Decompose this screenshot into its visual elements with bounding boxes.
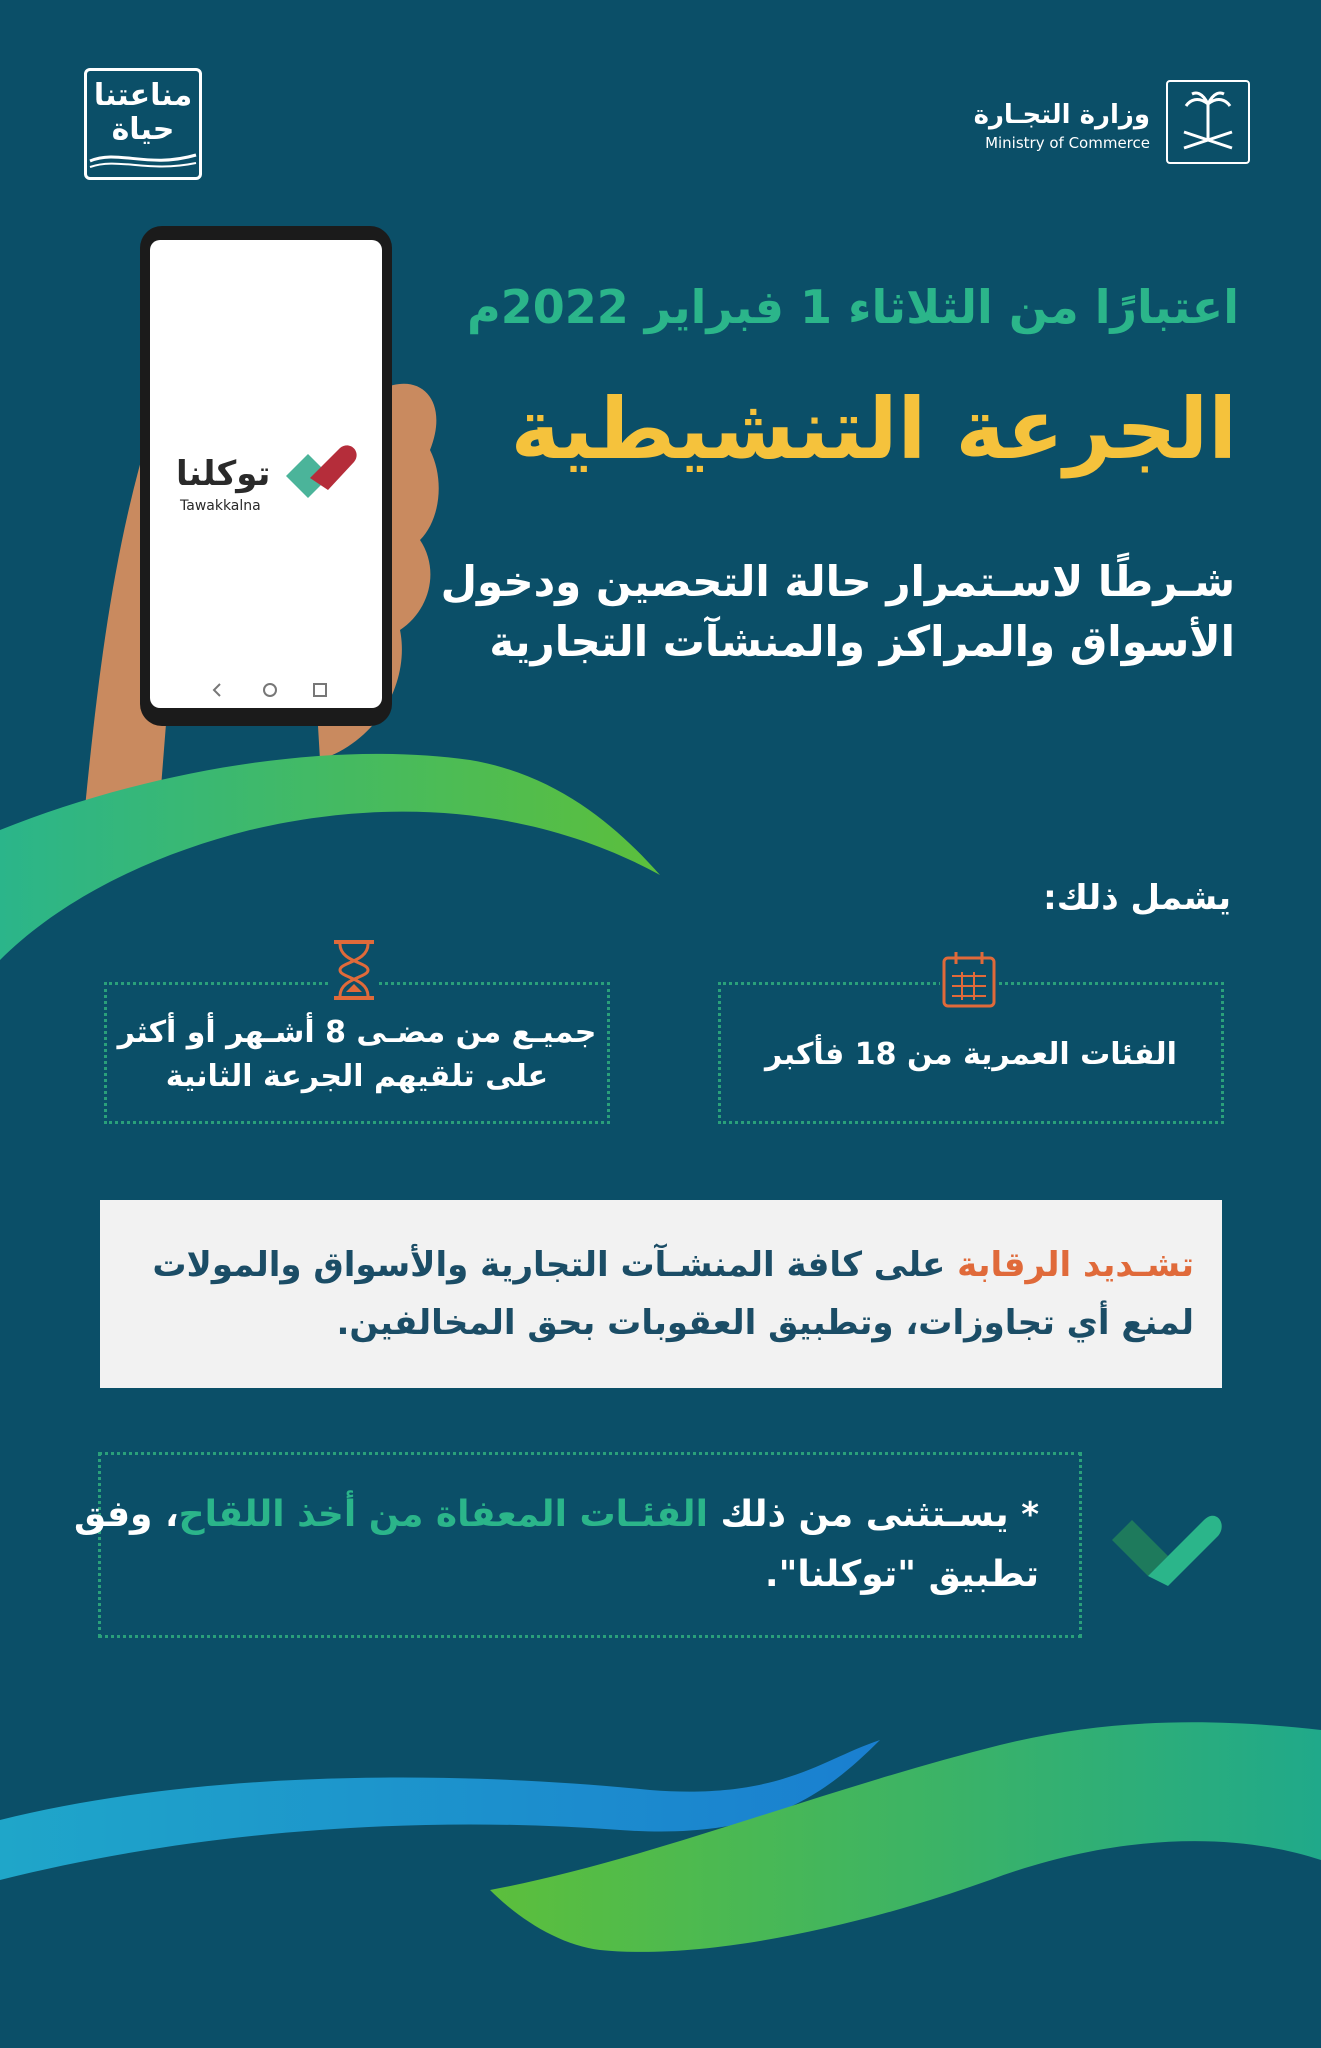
date-line: اعتبارًا من الثلاثاء 1 فبراير 2022م [467, 280, 1239, 334]
age-group-text: الفئات العمرية من 18 فأكبر [765, 1037, 1177, 1072]
hourglass-icon [330, 938, 378, 1002]
months-line1: جميـع من مضـى 8 أشـهر أو أكثر [117, 1015, 597, 1050]
asterisk: * [1021, 1495, 1039, 1535]
exemption-text [74, 1485, 1039, 1605]
wave-icon [88, 147, 198, 169]
condition-line1: شـرطًا لاسـتمرار حالة التحصين ودخول [440, 557, 1235, 606]
tawakkalna-logo-icon [280, 436, 360, 516]
phone-mockup [140, 226, 392, 726]
condition-text [441, 552, 1235, 672]
app-name-ar: توكلنا [176, 454, 271, 494]
palm-emblem-icon [1166, 80, 1250, 164]
notice-highlight: تشـديد الرقابة [957, 1245, 1194, 1285]
main-title: الجرعة التنشيطية [510, 380, 1237, 478]
ministry-name-en: Ministry of Commerce [985, 134, 1150, 152]
condition-line2: الأسواق والمراكز والمنشآت التجارية [489, 617, 1235, 666]
wave-green [490, 1722, 1321, 1952]
campaign-logo-line1: مناعتنا [93, 78, 193, 113]
months-line2: على تلقيهم الجرعة الثانية [165, 1059, 549, 1094]
app-name-en: Tawakkalna [180, 498, 261, 514]
months-box [104, 982, 610, 1124]
exemption-part2: ، وفق [74, 1494, 179, 1535]
notice-line2: لمنع أي تجاوزات، وتطبيق العقوبات بحق المخالفين. [336, 1303, 1194, 1343]
exemption-box [74, 1452, 1082, 1638]
campaign-logo-line2: حياة [111, 112, 175, 147]
phone-screen [150, 240, 382, 708]
exemption-part1: يسـتثنى من ذلك [707, 1494, 1009, 1535]
phone-nav-icons [210, 680, 330, 700]
notice-line1: على كافة المنشـآت التجارية والأسواق والمولات [152, 1245, 958, 1285]
campaign-logo [84, 68, 202, 180]
check-icon [1108, 1490, 1226, 1586]
includes-label: يشمل ذلك: [1043, 878, 1231, 918]
calendar-icon [940, 950, 998, 1010]
ministry-logo [973, 70, 1250, 180]
ministry-name-ar: وزارة التجـارة [973, 100, 1150, 130]
exemption-line2: تطبيق "توكلنا". [764, 1554, 1039, 1595]
notice-panel [100, 1200, 1222, 1388]
exemption-highlight: الفئـات المعفاة من أخذ اللقاح [178, 1494, 708, 1535]
